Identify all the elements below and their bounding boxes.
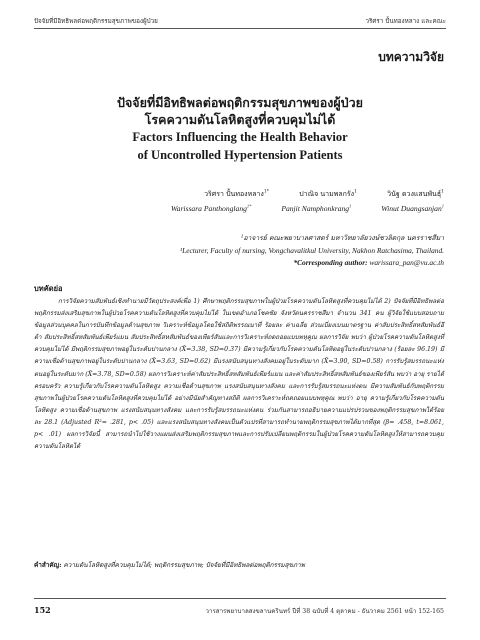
abstract-heading: บทคัดย่อ	[34, 284, 63, 293]
keywords-label: คำสำคัญ:	[34, 561, 62, 569]
author-name: วริศรา ปั้นทองหลาง	[204, 190, 264, 199]
footer-divider	[34, 598, 446, 599]
authors-english	[143, 200, 444, 214]
title-thai-line-1: ปัจจัยที่มีอิทธิพลต่อพฤติกรรมสุขภาพของผู้ป่วย	[117, 95, 363, 110]
corresponding-author-label: *Corresponding author:	[293, 258, 368, 267]
author-name: Winut Duangsanjan	[381, 203, 442, 213]
title-thai-line-2: โรคความดันโลหิตสูงที่ควบคุมไม่ได้	[144, 112, 336, 127]
title-english-line-1: Factors Influencing the Health Behavior	[132, 130, 348, 144]
author-thai-3	[373, 190, 444, 198]
author-name: ปาณิจ นามพลกรัง	[299, 190, 355, 199]
author-name: วินัฐ ดวงแสนพันธุ์	[387, 190, 442, 199]
article-title	[40, 94, 440, 164]
author-mark: 1*	[246, 203, 252, 208]
header-divider	[34, 28, 446, 29]
author-thai-2	[285, 190, 357, 198]
author-mark: 1*	[263, 190, 269, 195]
running-head-authors: วริศรา ปั้นทองหลาง และคณะ	[365, 18, 446, 25]
author-thai-1	[190, 190, 269, 198]
keywords	[34, 560, 444, 571]
title-english-line-2: of Uncontrolled Hypertension Patients	[137, 148, 343, 162]
running-head-title: ปัจจัยที่มีอิทธิพลต่อพฤติกรรมสุขภาพของผู้ป่วย	[34, 18, 158, 25]
corresponding-author	[293, 257, 444, 268]
authors-thai	[176, 187, 444, 200]
author-mark: 1	[441, 203, 444, 208]
abstract-body: การวิจัยความสัมพันธ์เชิงทำนายมีวัตถุประสงค์เพื่อ 1) ศึกษาพฤติกรรมสุขภาพในผู้ป่วยโรคความดันโลหิตสูงที่ควบคุมไม่ได้ 2) ปัจจัยที่มีอิทธิพลต่อพฤติกรรมส่งเสริมสุขภาพในผู้ป่วยโรคความดันโลหิตสูงที่ควบคุมไม่ได้ ในเขตอำเภอโชคชัย จังหวัดนครราชสีมา จำนวน 341 คน ผู้วิจัยใช้แบบสอบถามข้อมูลส่วนบุคคลในการบันทึกข้อมูลด้านสุขภาพ วิเคราะห์ข้อมูลโดยใช้สถิติพรรณนาที่ ร้อยละ ค่าเฉลี่ย ส่วนเบี่ยงเบนมาตรฐาน ค่าสัมประสิทธิ์สหสัมพันธ์อีต้า สัมประสิทธิ์สหสัมพันธ์เพียร์แมน สัมประสิทธิ์สหสัมพันธ์ของเพียร์สันและการวิเคราะห์ถดถอยแบบพหุคูณ ผลการวิจัย พบว่า ผู้ป่วยโรคความดันโลหิตสูงที่ควบคุมไม่ได้ มีพฤติกรรมสุขภาพอยู่ในระดับปานกลาง (X̄=3.38, SD=0.37) มีความรู้เกี่ยวกับโรคความดันโลหิตอยู่ในระดับปานกลาง (ร้อยละ 96.19) มีความเชื่อด้านสุขภาพอยู่ในระดับปานกลาง (X̄=3.63, SD=0.62) มีแรงสนับสนุนทางสังคมอยู่ในระดับมาก (X̄=3.90, SD=0.58) การรับรู้สมรรถนะแห่งตนอยู่ในระดับมาก (X̄=3.78, SD=0.58) ผลการวิเคราะห์ค่าสัมประสิทธิ์สหสัมพันธ์เพียร์แมน และค่าสัมประสิทธิ์สหสัมพันธ์ของเพียร์สัน พบว่า อายุ รายได้ครอบครัว ความรู้เกี่ยวกับโรคความดันโลหิตสูง ความเชื่อด้านสุขภาพ แรงสนับสนุนทางสังคม และการรับรู้สมรรถนะแห่งตน มีความสัมพันธ์กับพฤติกรรมสุขภาพในผู้ป่วยโรคความดันโลหิตสูงที่ควบคุมไม่ได้ อย่างมีนัยสำคัญทางสถิติ ผลการวิเคราะห์ถดถอยแบบพหุคูณ พบว่า อายุ ความรู้เกี่ยวกับโรคความดันโลหิตสูง ความเชื่อด้านสุขภาพ แรงสนับสนุนทางสังคม และการรับรู้สมรรถนะแห่งตน ร่วมกันสามารถอธิบายความแปรปรวนของพฤติกรรมสุขภาพได้ร้อยละ 28.1 (Adjusted R²= .281, p< .05) และแรงสนับสนุนทางสังคมเป็นตัวแปรที่สามารถทำนายพฤติกรรมสุขภาพได้มากที่สุด (β= .458, t=8.061, p< .01) ผลการวิจัยนี้ สามารถนำไปใช้วางแผนส่งเสริมพฤติกรรมสุขภาพและการปรับเปลี่ยนพฤติกรรมในผู้ป่วยโรคความดันโลหิตสูงให้สามารถควบคุมความดันโลหิตได้	[34, 298, 444, 451]
author-mark: 1	[441, 190, 444, 195]
author-name: Warissara Panthonglang	[171, 203, 247, 213]
affiliation-english: ¹Lecturer, Faculty of nursing, Vongchavalitkul University, Nakhon Ratchasima, Thailand.	[179, 246, 444, 255]
journal-citation: วารสารพยาบาลสงขลานครินทร์ ปีที่ 38 ฉบับที่ 4 ตุลาคม - ธันวาคม 2561 หน้า 152-165	[205, 608, 444, 615]
page-number: 152	[34, 605, 51, 615]
section-label: บทความวิจัย	[378, 50, 444, 64]
author-mark: 1	[349, 203, 352, 208]
affiliation-thai: ¹อาจารย์ คณะพยาบาลศาสตร์ มหาวิทยาลัยวงษ์ชวลิตกุล นครราชสีมา	[240, 234, 444, 242]
corresponding-author-email[interactable]: warissara_pan@vu.ac.th	[369, 258, 444, 267]
author-name: Panjit Namphonkrang	[281, 203, 350, 213]
keywords-text: ความดันโลหิตสูงที่ควบคุมไม่ได้; พฤติกรรมสุขภาพ; ปัจจัยที่มีอิทธิพลต่อพฤติกรรมสุขภาพ	[63, 561, 305, 569]
author-mark: 1	[354, 190, 357, 195]
author-english-2	[267, 204, 351, 213]
author-english-1	[157, 204, 251, 213]
author-english-3	[367, 204, 444, 213]
